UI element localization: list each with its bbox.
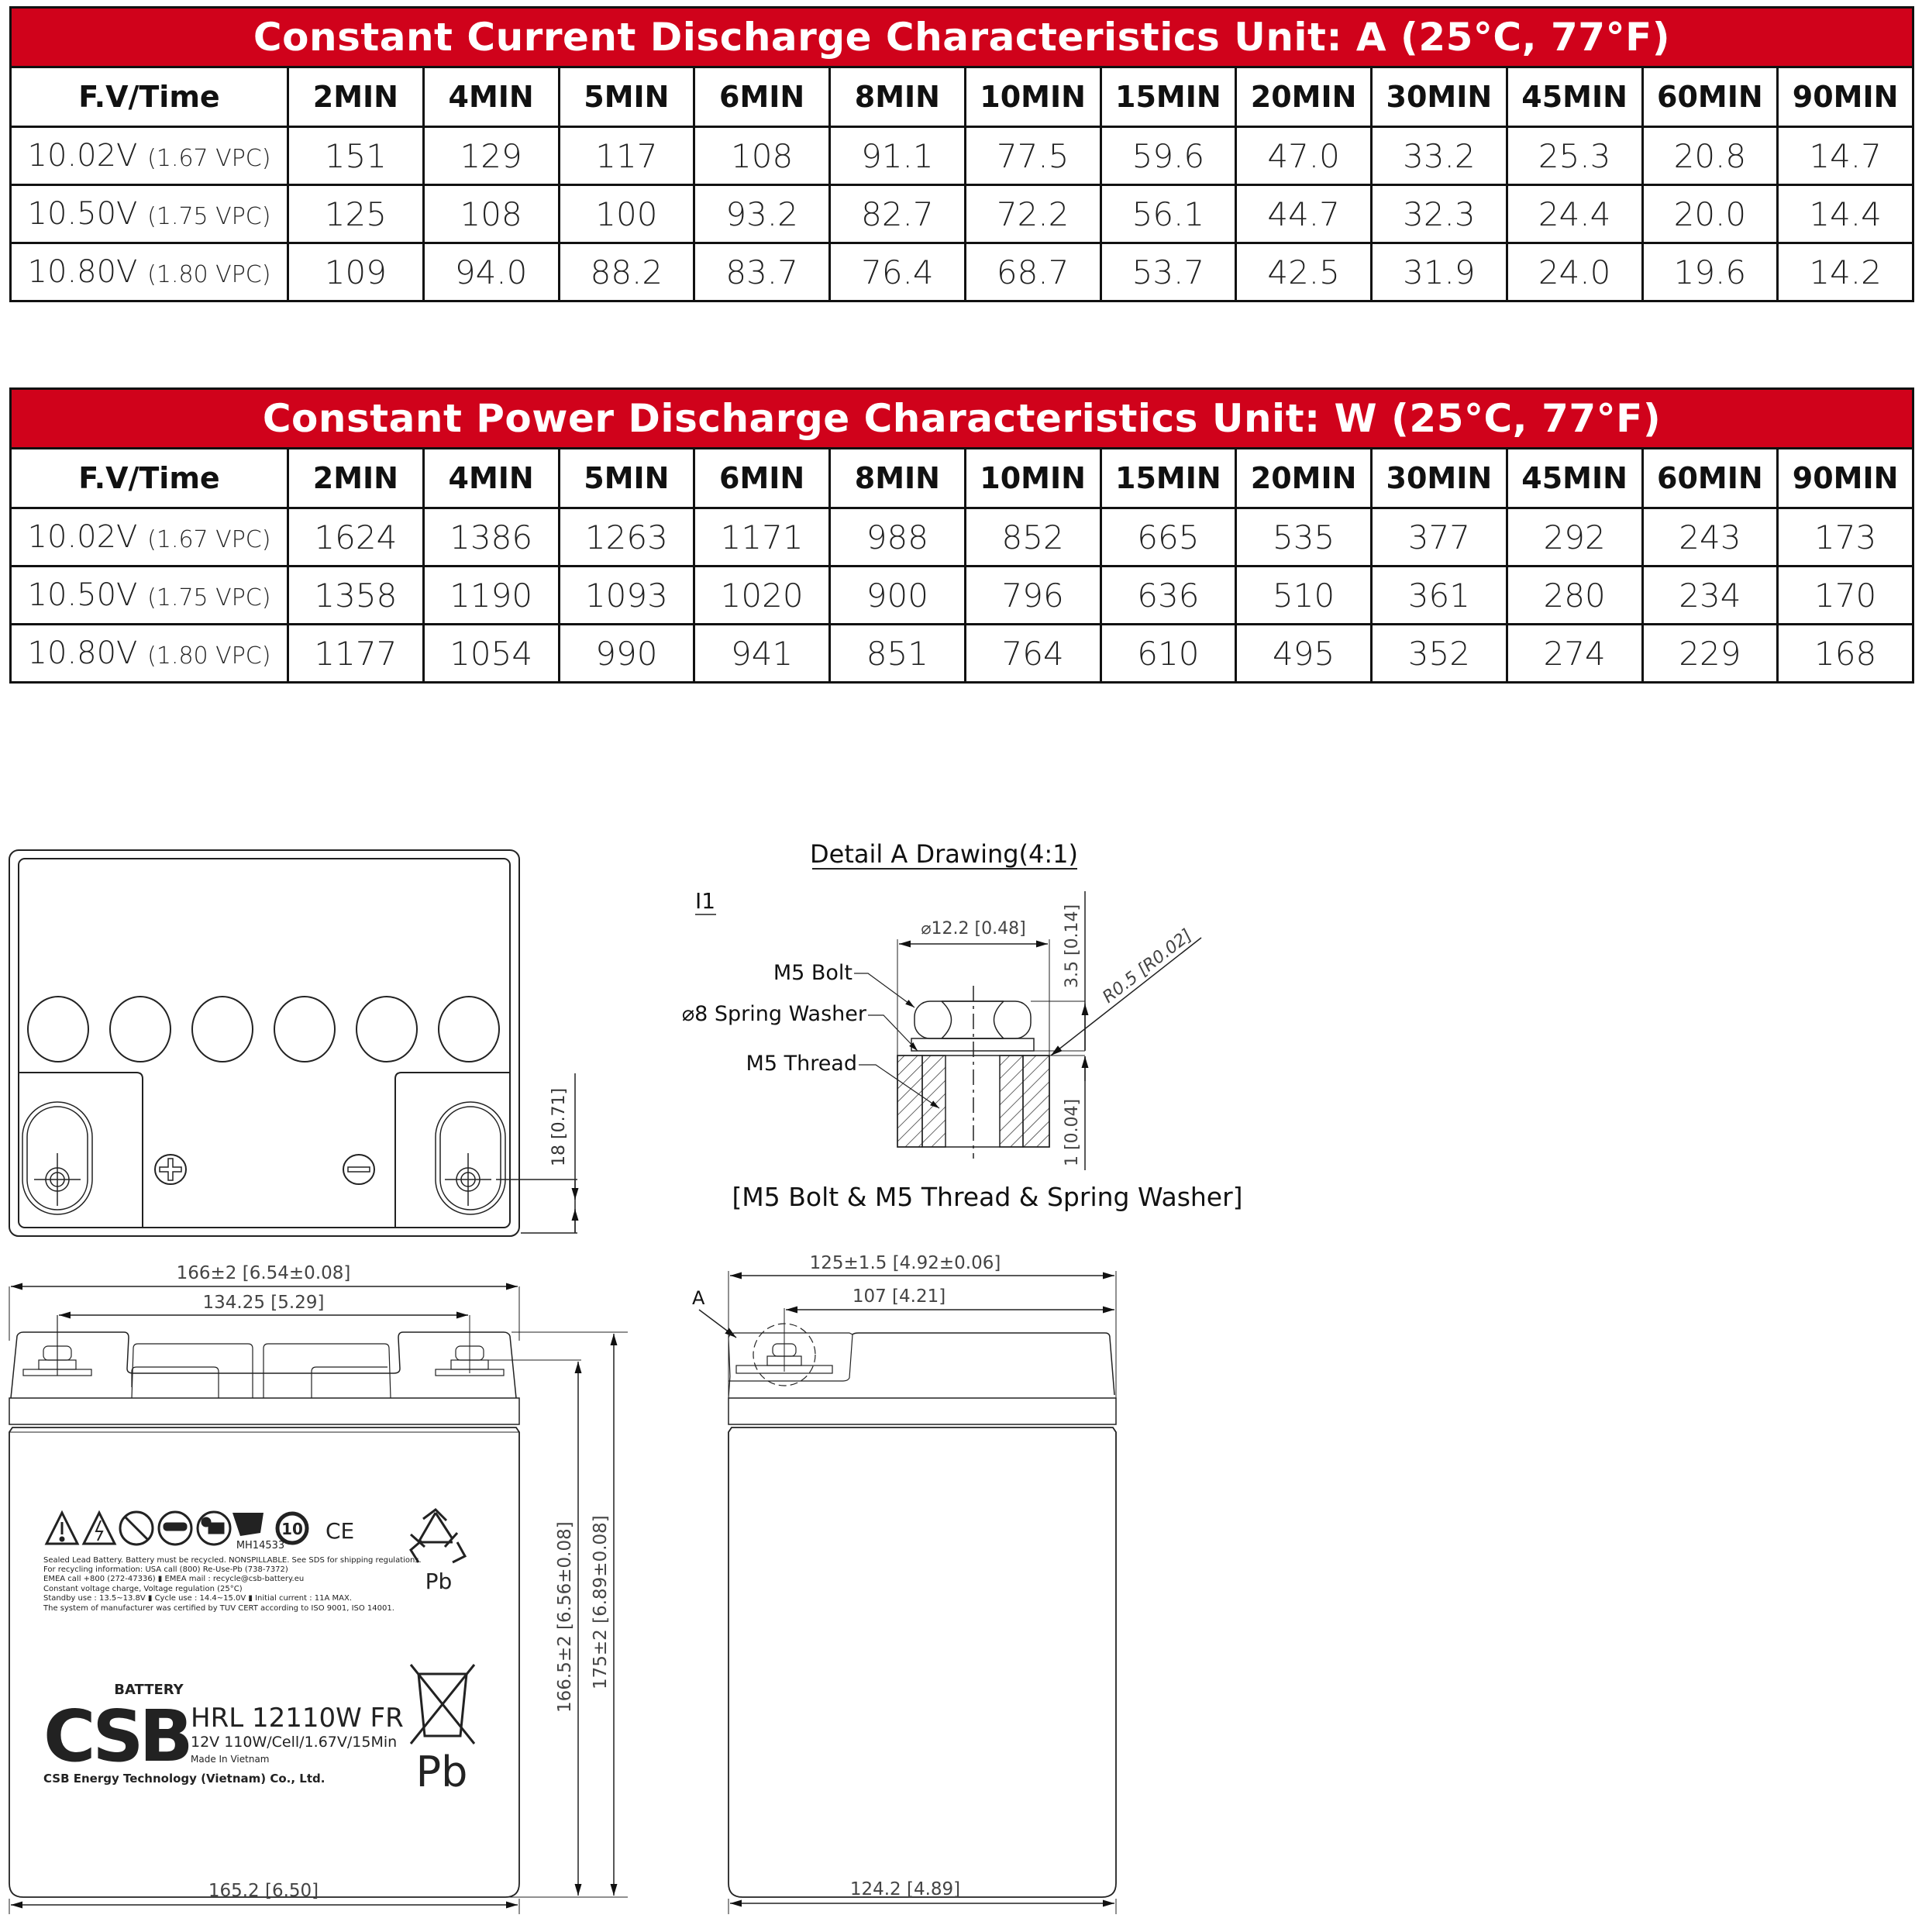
value-cell: 14.2 — [1778, 243, 1913, 301]
terminal-negative — [436, 1102, 505, 1214]
final-voltage-cell — [11, 508, 288, 567]
voltage: 10.02V — [27, 138, 138, 174]
label-line: For recycling information: USA call (800) Re-Use-Pb (738-7372) — [43, 1565, 288, 1574]
dim-radius: R0.5 [R0.02] — [1099, 925, 1196, 1007]
value-cell: 988 — [830, 508, 966, 567]
voltage: 10.80V — [27, 635, 138, 671]
label-line: Constant voltage charge, Voltage regulation (25°C) — [43, 1585, 243, 1593]
value-cell: 31.9 — [1372, 243, 1507, 301]
header-duration: 2MIN — [288, 67, 424, 127]
header-duration: 10MIN — [965, 449, 1100, 508]
value-cell: 129 — [423, 127, 559, 185]
read-manual-icon — [198, 1512, 230, 1545]
table-row — [11, 625, 1913, 683]
label-m5-thread: M5 Thread — [746, 1052, 857, 1076]
value-cell: 274 — [1507, 625, 1642, 683]
value-cell: 82.7 — [830, 185, 966, 243]
header-duration: 90MIN — [1778, 449, 1913, 508]
value-cell: 852 — [965, 508, 1100, 567]
value-cell: 1190 — [423, 567, 559, 625]
value-cell: 900 — [830, 567, 966, 625]
value-cell: 109 — [288, 243, 424, 301]
value-cell: 1386 — [423, 508, 559, 567]
final-voltage-cell — [11, 127, 288, 185]
value-cell: 47.0 — [1236, 127, 1372, 185]
model-name: HRL 12110W FR — [191, 1703, 404, 1734]
value-cell: 796 — [965, 567, 1100, 625]
warning-icon — [46, 1513, 78, 1544]
recycle-pb-icon — [411, 1510, 465, 1594]
header-duration: 10MIN — [965, 67, 1100, 127]
value-cell: 377 — [1372, 508, 1507, 567]
voltage: 10.80V — [27, 254, 138, 290]
header-duration: 6MIN — [694, 67, 830, 127]
top-view — [9, 850, 577, 1236]
value-cell: 76.4 — [830, 243, 966, 301]
value-cell: 1020 — [694, 567, 830, 625]
detail-marker: I1 — [695, 888, 716, 914]
company-name: CSB Energy Technology (Vietnam) Co., Ltd. — [43, 1772, 326, 1786]
svg-text:MH14533: MH14533 — [236, 1540, 285, 1551]
vpc: (1.80 VPC) — [147, 642, 271, 670]
dim-terminal-offset: 107 [4.21] — [852, 1286, 946, 1307]
value-cell: 14.4 — [1778, 185, 1913, 243]
voltage: 10.50V — [27, 196, 138, 232]
vpc: (1.67 VPC) — [147, 526, 271, 553]
vent-cap — [28, 997, 88, 1062]
label-spring-washer: ⌀8 Spring Washer — [681, 1002, 866, 1026]
label-line: Standby use : 13.5~13.8V ▮ Cycle use : 14.4~15.0V ▮ Initial current : 11A MAX. — [43, 1594, 353, 1603]
header-duration: 4MIN — [423, 67, 559, 127]
plus-icon — [155, 1155, 186, 1184]
dim-bottom-depth: 124.2 [4.89] — [849, 1879, 961, 1899]
value-cell: 33.2 — [1372, 127, 1507, 185]
header-duration: 45MIN — [1507, 67, 1642, 127]
table-row — [11, 243, 1913, 301]
value-cell: 851 — [830, 625, 966, 683]
dim-overall-width: 166±2 [6.54±0.08] — [176, 1263, 351, 1283]
vpc: (1.75 VPC) — [147, 203, 271, 230]
header-duration: 20MIN — [1236, 67, 1372, 127]
final-voltage-cell — [11, 243, 288, 301]
header-duration: 8MIN — [830, 67, 966, 127]
header-duration: 90MIN — [1778, 67, 1913, 127]
svg-text:Pb: Pb — [425, 1569, 453, 1594]
header-duration: 60MIN — [1642, 449, 1778, 508]
dim-base: 1 [0.04] — [1063, 1098, 1082, 1166]
value-cell: 93.2 — [694, 185, 830, 243]
vent-caps — [28, 997, 499, 1062]
vent-cap — [110, 997, 170, 1062]
value-cell: 24.4 — [1507, 185, 1642, 243]
dim-overall-depth: 125±1.5 [4.92±0.06] — [809, 1253, 1001, 1273]
value-cell: 1054 — [423, 625, 559, 683]
dim-height: 3.5 [0.14] — [1063, 904, 1082, 988]
technical-drawings — [0, 837, 1922, 1932]
value-cell: 234 — [1642, 567, 1778, 625]
header-fv-time: F.V/Time — [11, 449, 288, 508]
value-cell: 280 — [1507, 567, 1642, 625]
table-title: Constant Current Discharge Characteristics Unit: A (25°C, 77°F) — [11, 8, 1913, 67]
value-cell: 83.7 — [694, 243, 830, 301]
table-row — [11, 567, 1913, 625]
bolt-hex — [914, 1001, 1031, 1038]
value-cell: 1093 — [559, 567, 694, 625]
dim-diameter: ⌀12.2 [0.48] — [921, 919, 1026, 938]
eye-protection-icon — [159, 1512, 191, 1545]
header-row — [11, 67, 1913, 127]
vent-cap — [274, 997, 335, 1062]
value-cell: 42.5 — [1236, 243, 1372, 301]
value-cell: 510 — [1236, 567, 1372, 625]
final-voltage-cell — [11, 185, 288, 243]
table-row — [11, 508, 1913, 567]
label-line: Sealed Lead Battery. Battery must be recycled. NONSPILLABLE. See SDS for shipping regulations. — [43, 1556, 422, 1565]
value-cell: 88.2 — [559, 243, 694, 301]
value-cell: 20.8 — [1642, 127, 1778, 185]
model-spec: 12V 110W/Cell/1.67V/15Min — [191, 1734, 398, 1751]
value-cell: 125 — [288, 185, 424, 243]
header-duration: 5MIN — [559, 67, 694, 127]
value-cell: 44.7 — [1236, 185, 1372, 243]
label-line: EMEA call +800 (272-47336) ▮ EMEA mail : recycle@csb-battery.eu — [43, 1575, 305, 1583]
battery-label — [43, 1510, 474, 1796]
svg-text:10: 10 — [281, 1520, 303, 1538]
vpc: (1.80 VPC) — [147, 261, 271, 288]
vpc: (1.75 VPC) — [147, 584, 271, 611]
value-cell: 53.7 — [1100, 243, 1236, 301]
label-text-block — [43, 1556, 422, 1613]
value-cell: 665 — [1100, 508, 1236, 567]
value-cell: 495 — [1236, 625, 1372, 683]
origin: Made In Vietnam — [191, 1754, 270, 1765]
value-cell: 117 — [559, 127, 694, 185]
value-cell: 72.2 — [965, 185, 1100, 243]
value-cell: 168 — [1778, 625, 1913, 683]
value-cell: 173 — [1778, 508, 1913, 567]
terminal-positive — [22, 1102, 92, 1214]
value-cell: 24.0 — [1507, 243, 1642, 301]
vpc: (1.67 VPC) — [147, 145, 271, 172]
ten-year-recycle-icon — [277, 1514, 307, 1543]
dim-total-height: 175±2 [6.89±0.08] — [591, 1515, 611, 1689]
header-duration: 8MIN — [830, 449, 966, 508]
side-view — [692, 1253, 1116, 1914]
svg-text:Pb: Pb — [415, 1748, 468, 1796]
front-view — [9, 1263, 628, 1914]
header-duration: 30MIN — [1372, 449, 1507, 508]
dim-case-height: 166.5±2 [6.56±0.08] — [555, 1521, 575, 1713]
dim-bottom-width: 165.2 [6.50] — [208, 1881, 319, 1901]
vent-cap — [439, 997, 499, 1062]
thread-section — [897, 986, 1049, 1159]
value-cell: 20.0 — [1642, 185, 1778, 243]
value-cell: 94.0 — [423, 243, 559, 301]
ce-mark-icon: CE — [326, 1518, 355, 1544]
electric-hazard-icon — [84, 1513, 115, 1544]
header-duration: 15MIN — [1100, 67, 1236, 127]
no-fire-icon — [120, 1512, 153, 1545]
header-duration: 6MIN — [694, 449, 830, 508]
table-title: Constant Power Discharge Characteristics Unit: W (25°C, 77°F) — [11, 389, 1913, 449]
detail-caption: [M5 Bolt & M5 Thread & Spring Washer] — [732, 1182, 1243, 1212]
final-voltage-cell — [11, 567, 288, 625]
value-cell: 361 — [1372, 567, 1507, 625]
constant-current-table — [9, 6, 1914, 302]
value-cell: 108 — [694, 127, 830, 185]
value-cell: 636 — [1100, 567, 1236, 625]
header-duration: 4MIN — [423, 449, 559, 508]
csb-logo: CSB — [43, 1695, 189, 1778]
value-cell: 292 — [1507, 508, 1642, 567]
vent-cap — [356, 997, 417, 1062]
header-duration: 60MIN — [1642, 67, 1778, 127]
detail-a-drawing — [682, 839, 1243, 1212]
value-cell: 941 — [694, 625, 830, 683]
value-cell: 990 — [559, 625, 694, 683]
dim-terminal-height: 18 [0.71] — [549, 1087, 569, 1166]
value-cell: 108 — [423, 185, 559, 243]
header-duration: 5MIN — [559, 449, 694, 508]
header-row — [11, 449, 1913, 508]
header-duration: 45MIN — [1507, 449, 1642, 508]
constant-power-table — [9, 387, 1914, 684]
label-m5-bolt: M5 Bolt — [773, 961, 852, 985]
final-voltage-cell — [11, 625, 288, 683]
value-cell: 151 — [288, 127, 424, 185]
value-cell: 14.7 — [1778, 127, 1913, 185]
value-cell: 77.5 — [965, 127, 1100, 185]
header-fv-time: F.V/Time — [11, 67, 288, 127]
detail-a-title: Detail A Drawing(4:1) — [809, 839, 1079, 869]
vent-cap — [192, 997, 253, 1062]
label-line: The system of manufacturer was certified by TUV CERT according to ISO 9001, ISO 14001. — [43, 1604, 394, 1613]
value-cell: 19.6 — [1642, 243, 1778, 301]
header-duration: 15MIN — [1100, 449, 1236, 508]
value-cell: 535 — [1236, 508, 1372, 567]
value-cell: 610 — [1100, 625, 1236, 683]
dim-terminal-spacing: 134.25 [5.29] — [202, 1293, 325, 1313]
spring-washer — [911, 1038, 1034, 1051]
value-cell: 1358 — [288, 567, 424, 625]
weee-bin-icon — [411, 1665, 474, 1796]
value-cell: 100 — [559, 185, 694, 243]
value-cell: 25.3 — [1507, 127, 1642, 185]
value-cell: 56.1 — [1100, 185, 1236, 243]
value-cell: 1177 — [288, 625, 424, 683]
value-cell: 229 — [1642, 625, 1778, 683]
value-cell: 1263 — [559, 508, 694, 567]
minus-icon — [343, 1155, 374, 1184]
value-cell: 1171 — [694, 508, 830, 567]
voltage: 10.50V — [27, 577, 138, 613]
voltage: 10.02V — [27, 519, 138, 555]
value-cell: 352 — [1372, 625, 1507, 683]
table-row — [11, 127, 1913, 185]
value-cell: 1624 — [288, 508, 424, 567]
table-row — [11, 185, 1913, 243]
value-cell: 68.7 — [965, 243, 1100, 301]
header-duration: 2MIN — [288, 449, 424, 508]
value-cell: 91.1 — [830, 127, 966, 185]
header-duration: 30MIN — [1372, 67, 1507, 127]
value-cell: 32.3 — [1372, 185, 1507, 243]
value-cell: 59.6 — [1100, 127, 1236, 185]
value-cell: 170 — [1778, 567, 1913, 625]
brand-subtitle: BATTERY — [114, 1682, 184, 1698]
value-cell: 243 — [1642, 508, 1778, 567]
value-cell: 764 — [965, 625, 1100, 683]
detail-a-marker: A — [692, 1287, 705, 1309]
header-duration: 20MIN — [1236, 449, 1372, 508]
